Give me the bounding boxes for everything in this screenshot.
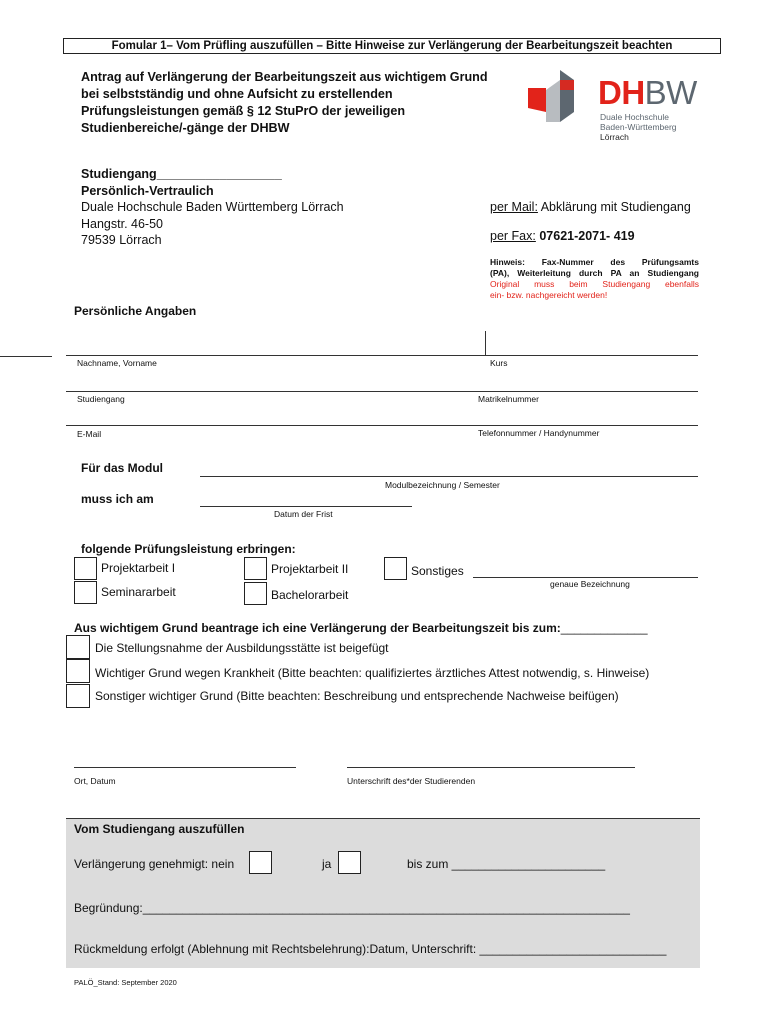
checkbox-reason-other[interactable] xyxy=(66,684,90,708)
fax-number: 07621-2071- 419 xyxy=(535,229,635,243)
approved-yes-label: ja xyxy=(322,857,332,871)
label-seminararbeit: Seminararbeit xyxy=(101,585,176,599)
checkbox-reason-illness[interactable] xyxy=(66,659,90,683)
mail-text: Abklärung mit Studiengang xyxy=(537,200,691,214)
checkbox-approved-no[interactable] xyxy=(249,851,272,874)
checkbox-reason-statement[interactable] xyxy=(66,635,90,659)
title-line-4: Studienbereiche/-gänge der DHBW xyxy=(81,121,290,135)
title-line-1: Antrag auf Verlängerung der Bearbeitungszeit aus wichtigem Grund xyxy=(81,70,488,84)
logo-brand-dh: DH xyxy=(598,74,645,111)
label-sonstiges: Sonstiges xyxy=(411,564,464,578)
address-studiengang: Studiengang__________________ xyxy=(81,167,282,181)
personal-heading: Persönliche Angaben xyxy=(74,304,197,318)
module-caption: Modulbezeichnung / Semester xyxy=(385,480,500,490)
module-for-label: Für das Modul xyxy=(81,461,163,475)
checkbox-projektarbeit-2[interactable] xyxy=(244,557,267,580)
label-reason-statement: Die Stellungsnahme der Ausbildungsstätte ist beigefügt xyxy=(95,641,389,655)
address-name: Duale Hochschule Baden Württemberg Lörrach xyxy=(81,200,344,214)
reason-heading-blank: _____________ xyxy=(560,621,648,635)
checkbox-sonstiges[interactable] xyxy=(384,557,407,580)
address-block xyxy=(81,166,461,249)
studiengang-label: Studiengang xyxy=(77,394,125,404)
address-city: 79539 Lörrach xyxy=(81,233,162,247)
logo-brand-bw: BW xyxy=(644,74,697,111)
approved-until-label[interactable]: bis zum _______________________ xyxy=(407,857,606,871)
email-field-line[interactable] xyxy=(66,425,698,426)
title-line-3: Prüfungsleistungen gemäß § 12 StuPrO der jeweiligen xyxy=(81,104,406,118)
deadline-caption: Datum der Frist xyxy=(274,509,333,519)
signature-field-line[interactable] xyxy=(347,767,635,768)
form-header: Fomular 1– Vom Prüfling auszufüllen – Bitte Hinweise zur Verlängerung der Bearbeitungszeit beachten xyxy=(63,38,721,54)
margin-mark xyxy=(0,356,52,357)
hint-line-4: ein- bzw. nachgereicht werden! xyxy=(490,290,608,300)
name-label: Nachname, Vorname xyxy=(77,358,157,368)
dhbw-logo-mark-icon xyxy=(528,70,596,128)
office-top-rule xyxy=(66,818,700,819)
matrikel-label: Matrikelnummer xyxy=(478,394,539,404)
office-feedback-field[interactable]: Rückmeldung erfolgt (Ablehnung mit Rechtsbelehrung):Datum, Unterschrift: ____________________________ xyxy=(74,942,667,956)
checkbox-seminararbeit[interactable] xyxy=(74,581,97,604)
title-line-2: bei selbstständig und ohne Aufsicht zu erstellenden xyxy=(81,87,393,101)
module-field-line[interactable] xyxy=(200,476,698,477)
studiengang-field-line[interactable] xyxy=(66,391,698,392)
name-kurs-divider xyxy=(485,331,486,355)
label-bachelorarbeit: Bachelorarbeit xyxy=(271,588,349,602)
hint-block xyxy=(490,257,699,301)
sonstiges-caption: genaue Bezeichnung xyxy=(550,579,630,589)
reason-heading-text: Aus wichtigem Grund beantrage ich eine Verlängerung der Bearbeitungszeit bis zum: xyxy=(74,621,561,635)
email-label: E-Mail xyxy=(77,429,102,439)
checkbox-approved-yes[interactable] xyxy=(338,851,361,874)
approved-label: Verlängerung genehmigt: nein xyxy=(74,857,235,871)
contact-mail xyxy=(490,200,691,214)
fax-label: per Fax: xyxy=(490,229,536,243)
sonstiges-field-line[interactable] xyxy=(473,577,698,578)
office-reason-field[interactable]: Begründung:_________________________________________________________________________ xyxy=(74,901,630,915)
label-projektarbeit-1: Projektarbeit I xyxy=(101,561,176,575)
phone-label: Telefonnummer / Handynummer xyxy=(478,428,600,438)
place-date-label: Ort, Datum xyxy=(74,776,116,786)
form-title xyxy=(81,69,521,137)
mail-label: per Mail: xyxy=(490,200,538,214)
reason-heading xyxy=(74,621,648,635)
hint-line-2: (PA), Weiterleitung durch PA an Studiengang xyxy=(490,268,699,278)
exam-heading: folgende Prüfungsleistung erbringen: xyxy=(81,542,296,556)
contact-fax xyxy=(490,229,635,243)
module-must-label: muss ich am xyxy=(81,492,154,506)
logo-subtitle-1: Duale Hochschule xyxy=(600,112,669,122)
label-reason-other: Sonstiger wichtiger Grund (Bitte beachten: Beschreibung und entsprechende Nachweise beifügen) xyxy=(95,689,619,703)
address-street: Hangstr. 46-50 xyxy=(81,216,163,231)
checkbox-bachelorarbeit[interactable] xyxy=(244,582,267,605)
office-heading: Vom Studiengang auszufüllen xyxy=(74,822,245,836)
footer-stand: PALÖ_Stand: September 2020 xyxy=(74,978,177,987)
name-field-line[interactable] xyxy=(66,355,698,356)
kurs-label: Kurs xyxy=(490,358,508,368)
logo-subtitle-3: Lörrach xyxy=(600,132,629,142)
label-projektarbeit-2: Projektarbeit II xyxy=(271,562,349,576)
place-date-field-line[interactable] xyxy=(74,767,296,768)
logo-subtitle-2: Baden-Württemberg xyxy=(600,122,677,132)
hint-line-3: Original muss beim Studiengang ebenfalls xyxy=(490,279,699,289)
deadline-field-line[interactable] xyxy=(200,506,412,507)
dhbw-logo xyxy=(528,70,708,160)
signature-label: Unterschrift des*der Studierenden xyxy=(347,776,476,786)
label-reason-illness: Wichtiger Grund wegen Krankheit (Bitte beachten: qualifiziertes ärztliches Attest notwendig, s. Hinweise) xyxy=(95,666,650,680)
checkbox-projektarbeit-1[interactable] xyxy=(74,557,97,580)
address-confidential: Persönlich-Vertraulich xyxy=(81,183,214,198)
hint-line-1: Hinweis: Fax-Nummer des Prüfungsamts xyxy=(490,257,699,267)
